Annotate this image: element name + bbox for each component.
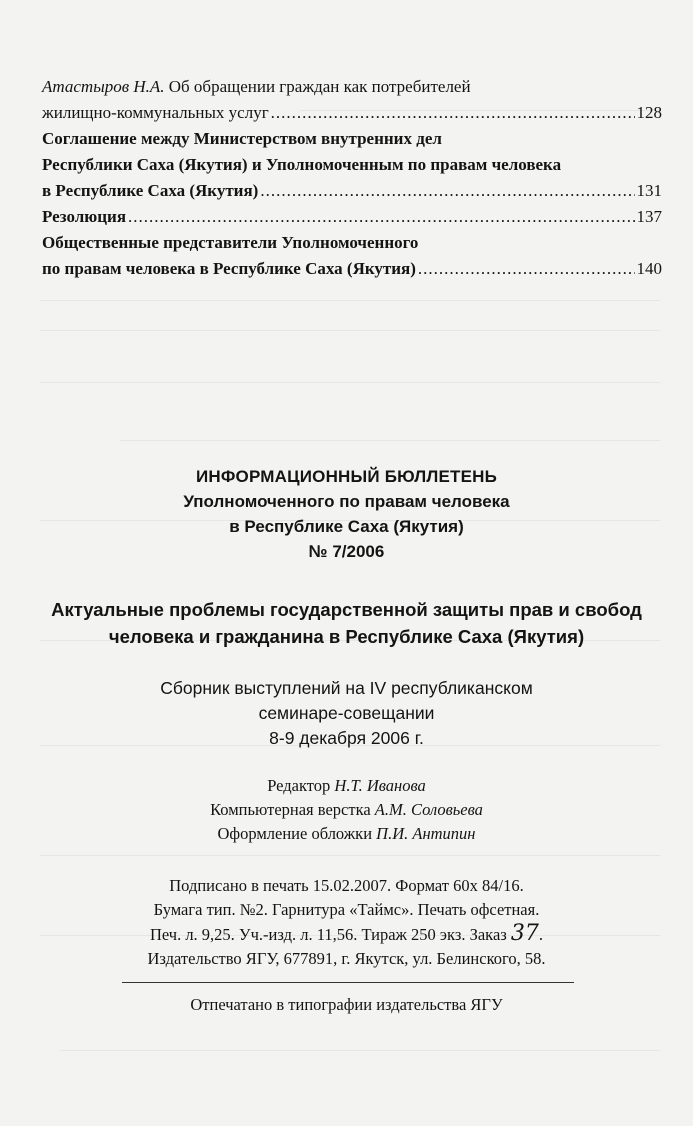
toc-entry-author: Атастыров Н.А. [42, 77, 165, 96]
bulletin-number: № 7/2006 [308, 542, 385, 561]
toc-entry [42, 74, 662, 126]
toc-leader-dots [260, 178, 634, 204]
collection-line: Сборник выступлений на IV республиканском [160, 678, 533, 698]
printed-note: Отпечатано в типографии издательства ЯГУ [190, 995, 503, 1014]
collection-description [0, 676, 693, 751]
publication-line: Подписано в печать 15.02.2007. Формат 60х 84/16. [169, 876, 524, 895]
bulletin-title: ИНФОРМАЦИОННЫЙ БЮЛЛЕТЕНЬ [195, 467, 498, 486]
handwritten-order-number: 37 [510, 921, 539, 946]
toc-entry-title-last: жилищно-коммунальных услуг [42, 103, 269, 122]
credit-cover: Оформление обложки П.И. Антипин [217, 824, 476, 843]
toc-entry [42, 230, 662, 282]
publication-details [0, 874, 693, 971]
bulletin-heading [0, 464, 693, 564]
toc-entry-title-line: Общественные представители Уполномоченного [42, 233, 419, 252]
toc-entry-title-last: в Республике Саха (Якутия) [42, 181, 259, 200]
topic-line: человека и гражданина в Республике Саха (Якутия) [108, 626, 585, 647]
toc-entry-title-line: Соглашение между Министерством внутренних дел [42, 129, 442, 148]
toc-entry-title-line: Республики Саха (Якутия) и Уполномоченным по правам человека [42, 155, 562, 174]
credit-editor: Редактор Н.Т. Иванова [267, 776, 426, 795]
toc-page-number: 137 [636, 207, 662, 226]
topic-line: Актуальные проблемы государственной защиты прав и свобод [51, 599, 642, 620]
toc-entry [42, 204, 662, 230]
topic-heading [0, 596, 693, 650]
publication-line: Издательство ЯГУ, 677891, г. Якутск, ул. Белинского, 58. [147, 949, 546, 968]
collection-line: семинаре-совещании [258, 703, 435, 723]
credits [0, 774, 693, 846]
toc-leader-dots [271, 100, 635, 126]
toc-page-number: 128 [636, 103, 662, 122]
bulletin-subtitle: Уполномоченного по правам человека [183, 492, 510, 511]
divider [122, 982, 574, 983]
bulletin-region: в Республике Саха (Якутия) [229, 517, 464, 536]
table-of-contents [42, 74, 662, 282]
collection-date: 8-9 декабря 2006 г. [269, 728, 424, 748]
credit-layout: Компьютерная верстка А.М. Соловьева [210, 800, 483, 819]
toc-page-number: 131 [636, 181, 662, 200]
toc-entry-title-last: по правам человека в Республике Саха (Якутия) [42, 259, 416, 278]
publication-line: Бумага тип. №2. Гарнитура «Таймс». Печать офсетная. [153, 900, 540, 919]
publication-line: Печ. л. 9,25. Уч.-изд. л. 11,56. Тираж 250 экз. Заказ 37. [149, 921, 544, 946]
toc-leader-dots [128, 204, 634, 230]
toc-entry-title-line: Об обращении граждан как потребителей [168, 77, 471, 96]
toc-leader-dots [418, 256, 635, 282]
toc-page-number: 140 [636, 259, 662, 278]
toc-entry-title-last: Резолюция [42, 207, 127, 226]
toc-entry [42, 126, 662, 204]
